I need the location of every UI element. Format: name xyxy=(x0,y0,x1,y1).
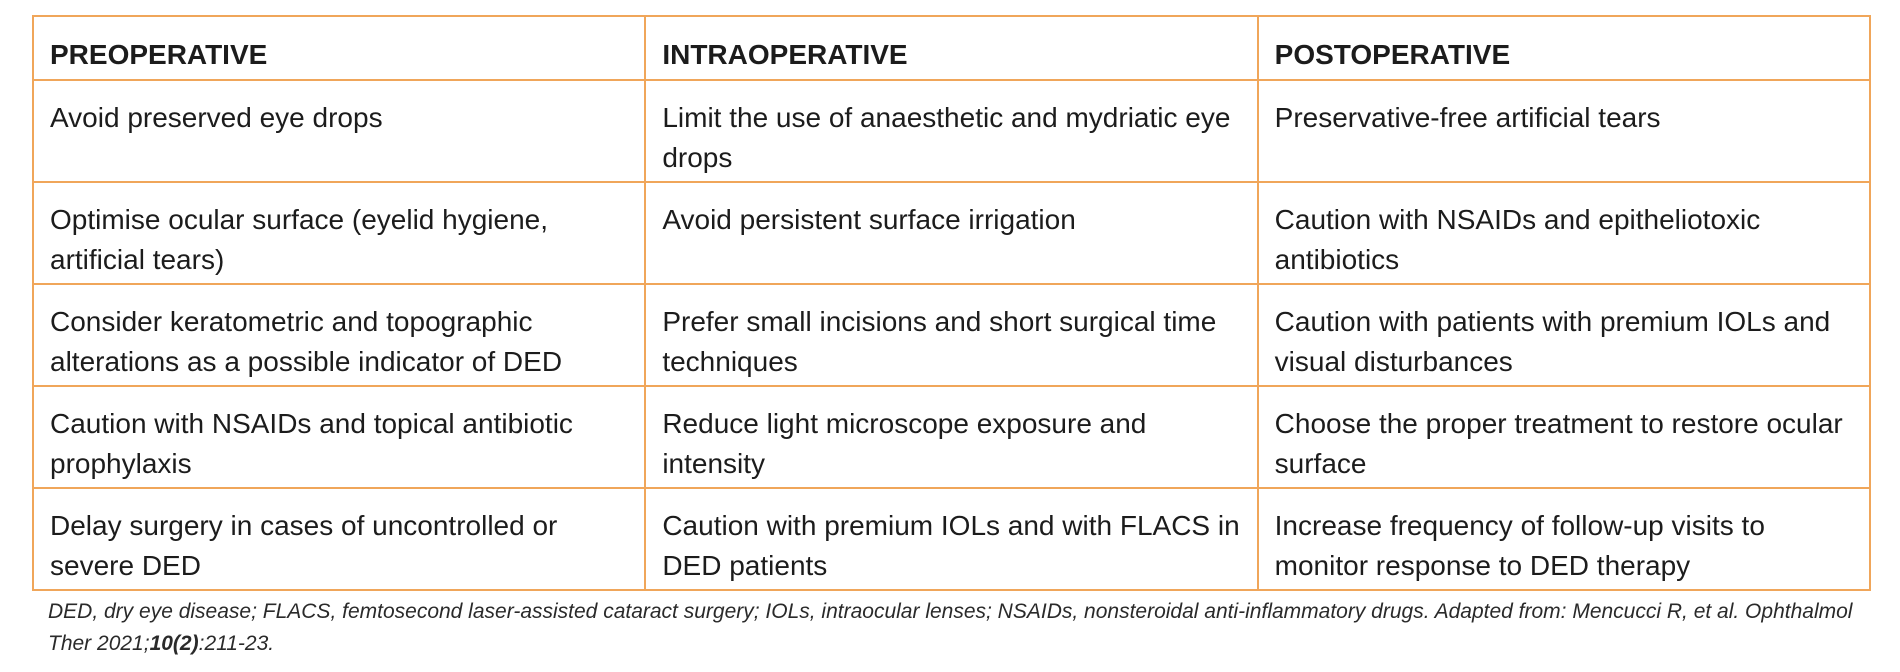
header-postoperative: POSTOPERATIVE xyxy=(1258,16,1870,80)
table-header-row xyxy=(33,16,1870,80)
footnote-pages: :211-23. xyxy=(198,632,275,655)
header-intraoperative: INTRAOPERATIVE xyxy=(645,16,1257,80)
table-row xyxy=(33,80,1870,182)
footnote-volume: 10(2) xyxy=(149,632,199,655)
cell-preoperative: Delay surgery in cases of uncontrolled or severe DED xyxy=(33,488,645,590)
cell-postoperative: Caution with NSAIDs and epitheliotoxic antibiotics xyxy=(1258,182,1870,284)
footnote-text: DED, dry eye disease; FLACS, femtosecond laser-assisted cataract surgery; IOLs, intraocular lenses; NSAIDs, nonsteroidal anti-inflammatory drugs. Adapted from: Mencucci R, et al. Ophthalmol Ther 2021; xyxy=(48,600,1853,655)
table-row xyxy=(33,182,1870,284)
table-footnote xyxy=(48,596,1858,660)
cell-postoperative: Choose the proper treatment to restore ocular surface xyxy=(1258,386,1870,488)
recommendations-table xyxy=(32,15,1871,591)
table-row xyxy=(33,488,1870,590)
cell-intraoperative: Avoid persistent surface irrigation xyxy=(645,182,1257,284)
header-preoperative: PREOPERATIVE xyxy=(33,16,645,80)
recommendations-table-container xyxy=(32,15,1871,591)
cell-intraoperative: Reduce light microscope exposure and intensity xyxy=(645,386,1257,488)
cell-preoperative: Consider keratometric and topographic alterations as a possible indicator of DED xyxy=(33,284,645,386)
cell-intraoperative: Prefer small incisions and short surgical time techniques xyxy=(645,284,1257,386)
cell-preoperative: Avoid preserved eye drops xyxy=(33,80,645,182)
cell-preoperative: Caution with NSAIDs and topical antibiotic prophylaxis xyxy=(33,386,645,488)
cell-intraoperative: Caution with premium IOLs and with FLACS in DED patients xyxy=(645,488,1257,590)
cell-postoperative: Preservative-free artificial tears xyxy=(1258,80,1870,182)
table-row xyxy=(33,284,1870,386)
cell-intraoperative: Limit the use of anaesthetic and mydriatic eye drops xyxy=(645,80,1257,182)
table-row xyxy=(33,386,1870,488)
cell-postoperative: Increase frequency of follow-up visits to monitor response to DED therapy xyxy=(1258,488,1870,590)
cell-postoperative: Caution with patients with premium IOLs and visual disturbances xyxy=(1258,284,1870,386)
cell-preoperative: Optimise ocular surface (eyelid hygiene, artificial tears) xyxy=(33,182,645,284)
